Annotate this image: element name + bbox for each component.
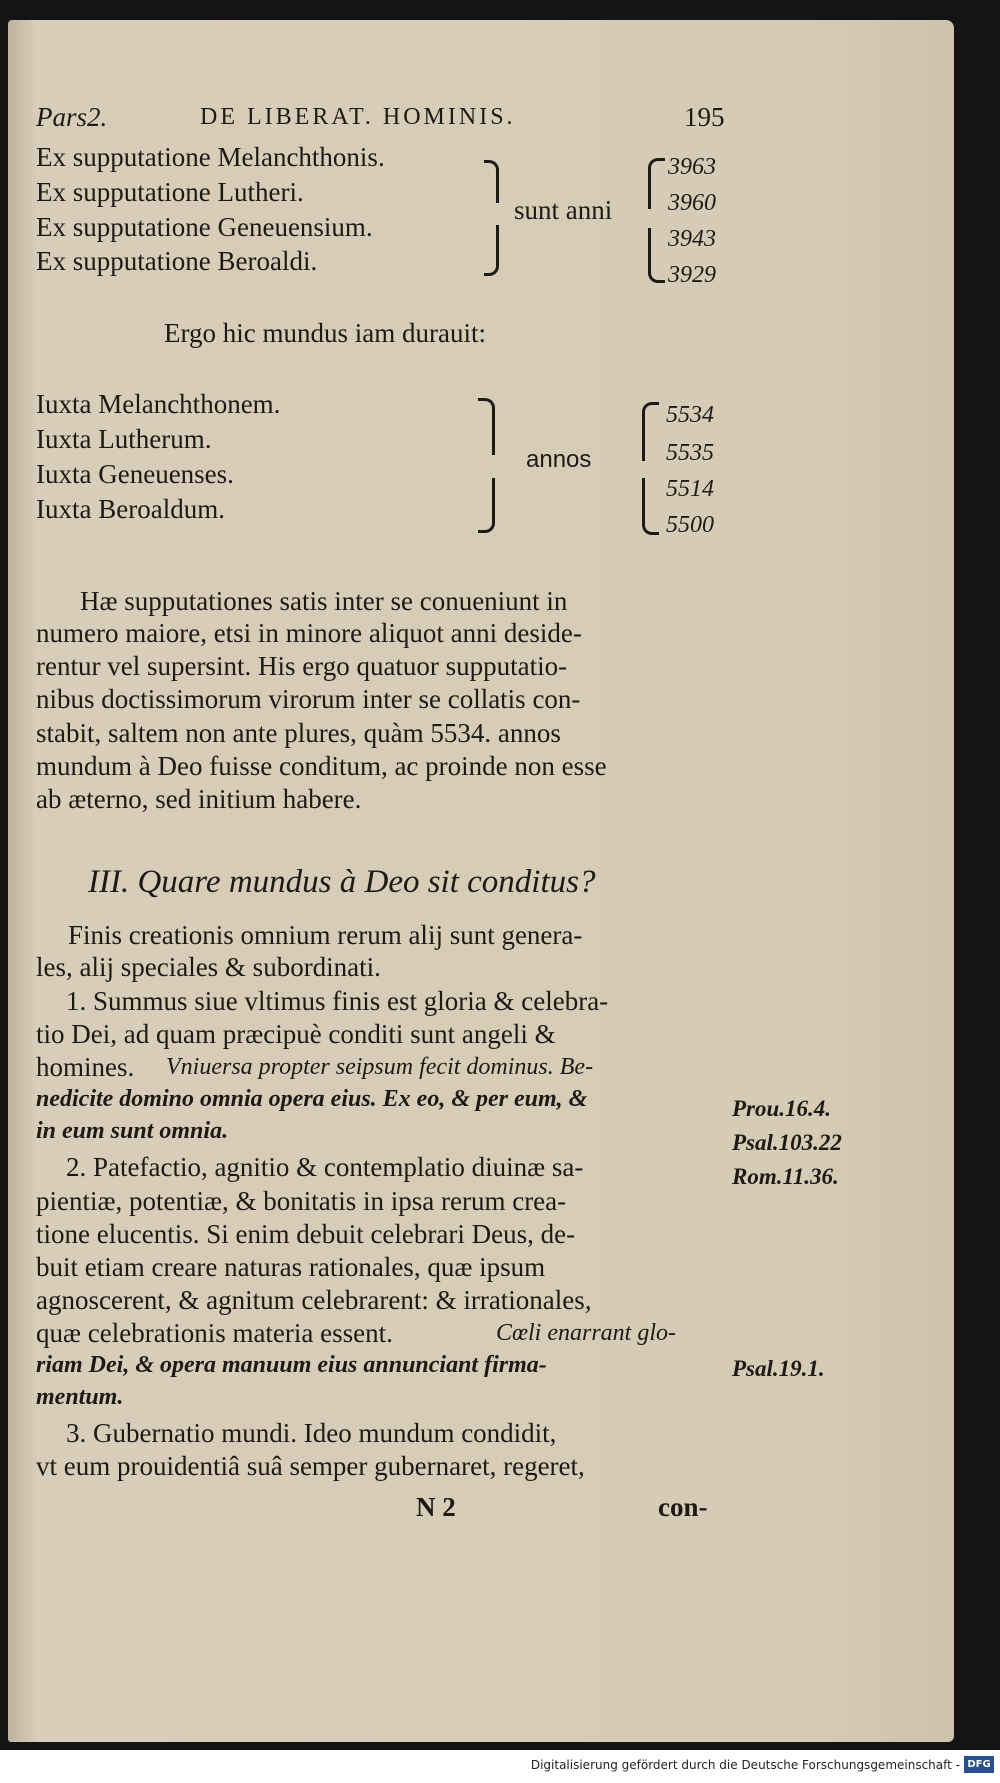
quotation-line: Cœli enarrant glo- — [496, 1320, 677, 1346]
paragraph-line: tione elucentis. Si enim debuit celebrari Deus, de- — [36, 1219, 576, 1249]
brace-right — [478, 398, 495, 455]
year-number: 5534 — [666, 402, 714, 428]
paragraph-line: nibus doctissimorum virorum inter se collatis con- — [36, 684, 581, 714]
quotation-line: nedicite domino omnia opera eius. Ex eo, & per eum, & — [36, 1086, 588, 1112]
header-title: DE LIBERAT. HOMINIS. — [200, 104, 516, 130]
brace-left — [642, 402, 659, 461]
section-heading: III. Quare mundus à Deo sit conditus? — [88, 864, 596, 900]
footer-bar — [0, 1750, 1000, 1783]
brace-left — [648, 228, 665, 283]
ergo-line: Ergo hic mundus iam durauit: — [164, 318, 486, 348]
paragraph-line: stabit, saltem non ante plures, quàm 5534. annos — [36, 718, 561, 748]
list1-item: Ex supputatione Beroaldi. — [36, 246, 318, 276]
paragraph-line: tio Dei, ad quam præcipuè conditi sunt angeli & — [36, 1019, 556, 1049]
year-number: 3943 — [668, 226, 716, 252]
paragraph-line: ab æterno, sed initium habere. — [36, 784, 362, 814]
list1-item: Ex supputatione Lutheri. — [36, 177, 304, 207]
page-number: 195 — [684, 102, 725, 132]
brace-right — [484, 225, 499, 276]
quotation-line: Vniuersa propter seipsum fecit dominus. Be- — [166, 1054, 594, 1080]
list2-item: Iuxta Lutherum. — [36, 424, 212, 454]
year-number: 3929 — [668, 262, 716, 288]
paragraph-line: quæ celebrationis materia essent. — [36, 1318, 393, 1348]
brace-left — [642, 478, 659, 535]
brace-label: sunt anni — [514, 195, 613, 225]
paragraph-line: pientiæ, potentiæ, & bonitatis in ipsa rerum crea- — [36, 1186, 567, 1216]
signature-mark: N 2 — [416, 1492, 456, 1522]
brace-label: annos — [526, 446, 592, 473]
year-number: 5535 — [666, 440, 714, 466]
year-number: 3963 — [668, 154, 716, 180]
quotation-line: in eum sunt omnia. — [36, 1118, 229, 1144]
paragraph-line: numero maiore, etsi in minore aliquot anni deside- — [36, 618, 582, 648]
paragraph-line: rentur vel supersint. His ergo quatuor supputatio- — [36, 651, 568, 681]
paragraph-line: agnoscerent, & agnitum celebrarent: & irrationales, — [36, 1285, 592, 1315]
footer-credit: Digitalisierung gefördert durch die Deutsche Forschungsgemeinschaft - — [530, 1758, 960, 1772]
year-number: 3960 — [668, 190, 716, 216]
margin-reference: Psal.103.22 — [732, 1130, 842, 1155]
list1-item: Ex supputatione Geneuensium. — [36, 212, 373, 242]
paragraph-line: homines. — [36, 1052, 135, 1082]
list2-item: Iuxta Beroaldum. — [36, 494, 225, 524]
brace-right — [484, 160, 499, 203]
list1-item: Ex supputatione Melanchthonis. — [36, 142, 385, 172]
margin-reference: Prou.16.4. — [732, 1096, 832, 1121]
paragraph-line: 3. Gubernatio mundi. Ideo mundum condidit, — [66, 1418, 557, 1448]
catchword: con- — [658, 1492, 708, 1522]
brace-right — [478, 478, 495, 533]
paragraph-line: Hæ supputationes satis inter se conueniunt in — [80, 586, 568, 616]
dfg-logo: DFG — [964, 1756, 994, 1773]
quotation-line: riam Dei, & opera manuum eius annunciant firma- — [36, 1352, 547, 1378]
brace-left — [648, 158, 665, 209]
margin-reference: Psal.19.1. — [732, 1356, 825, 1381]
paragraph-line: 2. Patefactio, agnitio & contemplatio diuinæ sa- — [66, 1152, 584, 1182]
paragraph-line: buit etiam creare naturas rationales, quæ ipsum — [36, 1252, 546, 1282]
quotation-line: mentum. — [36, 1384, 124, 1410]
paragraph-line: 1. Summus siue vltimus finis est gloria & celebra- — [66, 986, 609, 1016]
paragraph-line: les, alij speciales & subordinati. — [36, 952, 381, 982]
list2-item: Iuxta Geneuenses. — [36, 459, 234, 489]
header-part: Pars2. — [36, 102, 108, 132]
list2-item: Iuxta Melanchthonem. — [36, 389, 281, 419]
year-number: 5514 — [666, 476, 714, 502]
year-number: 5500 — [666, 512, 714, 538]
paragraph-line: mundum à Deo fuisse conditum, ac proinde non esse — [36, 751, 607, 781]
paragraph-line: Finis creationis omnium rerum alij sunt genera- — [68, 920, 583, 950]
margin-reference: Rom.11.36. — [732, 1164, 839, 1189]
paragraph-line: vt eum prouidentiâ suâ semper gubernaret, regeret, — [36, 1451, 585, 1481]
